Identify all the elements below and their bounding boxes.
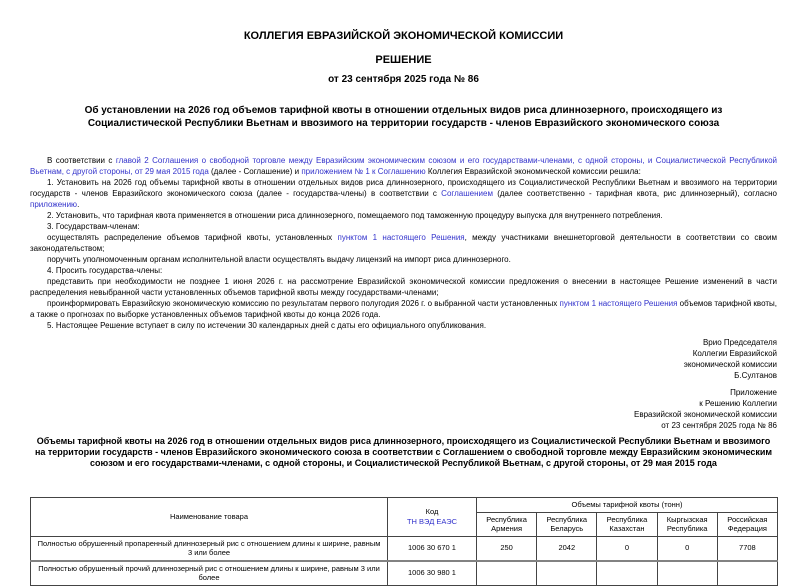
col-header-quota-group: Объемы тарифной квоты (тонн): [477, 498, 778, 513]
body-paragraph: [30, 298, 777, 320]
body-paragraph: [30, 177, 777, 210]
body-paragraph: [30, 265, 777, 276]
body-paragraph: [30, 232, 777, 254]
body-text: объемов тарифной квоты, а также о прогнозах по выборке установленных объемов тарифной квоты до конца 2026 года.: [30, 299, 777, 319]
appendix-ref-line: Приложение: [730, 388, 777, 397]
tnved-eaes-link[interactable]: ТН ВЭД ЕАЭС: [406, 516, 458, 526]
quota-value-cell: [657, 561, 717, 586]
body-text: поручить уполномоченным органам исполнительной власти осуществлять выдачу лицензий на импорт риса длиннозерного.: [47, 255, 511, 264]
body-text: 2. Установить, что тарифная квота применяется в отношении риса длиннозерного, помещаемого под таможенную процедуру выпуска для внутреннего потребления.: [47, 211, 663, 220]
body-text: осуществлять распределение объемов тарифной квоты, установленных: [47, 233, 338, 242]
body-text: 1. Установить на 2026 год объемы тарифной квоты в отношении отдельных видов риса длиннозерного, происходящего из Социалистической Республики Вьетнам и ввозимого на территории государств - членов Евразийского экономического союза (далее - государства-члены) в соответствии с: [30, 178, 777, 198]
appendix-ref-line: к Решению Коллегии: [699, 399, 777, 408]
body-text: проинформировать Евразийскую экономическую комиссию по результатам первого полугодия 2026 г. о выбранной части установленных: [47, 299, 560, 308]
body-text: 4. Просить государства-члены:: [47, 266, 163, 275]
table-row: [31, 536, 778, 561]
col-header-product: Наименование товара: [31, 498, 388, 537]
body-paragraph: [30, 155, 777, 177]
quota-value-cell: 0: [657, 536, 717, 561]
code-header-label: Код: [425, 507, 439, 517]
tnved-code-cell: 1006 30 980 1: [388, 561, 477, 586]
document-link[interactable]: пунктом 1 настоящего Решения: [559, 299, 678, 308]
document-title: Об установлении на 2026 год объемов тарифной квоты в отношении отдельных видов риса длиннозерного, происходящего из Социалистической Республики Вьетнам и ввозимого на территории государств - членов Евразийского экономического союза: [84, 105, 723, 129]
quota-value-cell: 250: [477, 536, 537, 561]
org-name: КОЛЛЕГИЯ ЕВРАЗИЙСКОЙ ЭКОНОМИЧЕСКОЙ КОМИССИИ: [243, 30, 564, 42]
quota-value-cell: 2042: [537, 536, 597, 561]
product-name-cell: Полностью обрушенный пропаренный длиннозерный рис с отношением длины к ширине, равным 3 или более: [31, 536, 388, 561]
quota-value-cell: [537, 561, 597, 586]
appendix-reference: [30, 387, 777, 431]
col-header-country-kazakhstan: Республика Казахстан: [597, 512, 657, 536]
document-link[interactable]: Соглашением: [441, 189, 493, 198]
appendix-ref-line: Евразийской экономической комиссии: [634, 410, 777, 419]
body-paragraph: [30, 221, 777, 232]
body-text: .: [77, 200, 80, 209]
doc-date: от 23 сентября 2025 года № 86: [328, 74, 479, 85]
quota-value-cell: 7708: [717, 536, 777, 561]
body-text: (далее - Соглашение) и: [208, 167, 302, 176]
appendix-ref-line: от 23 сентября 2025 года № 86: [661, 421, 777, 430]
signature-block: [30, 337, 777, 381]
quota-table: [30, 497, 778, 586]
body-paragraph: [30, 254, 777, 265]
body-paragraph: [30, 210, 777, 221]
signature-line: Коллегии Евразийской: [692, 349, 777, 358]
product-name-cell: Полностью обрушенный прочий длиннозерный рис с отношением длины к ширине, равным 3 или более: [31, 561, 388, 586]
table-row: [31, 561, 778, 586]
table-header-row: [31, 498, 778, 513]
quota-value-cell: 0: [597, 536, 657, 561]
body-text: В соответствии с: [47, 156, 116, 165]
body-text: 5. Настоящее Решение вступает в силу по истечении 30 календарных дней с даты его официального опубликования.: [47, 321, 487, 330]
body-text: представить при необходимости не позднее 1 июня 2026 г. на рассмотрение Евразийской экономической комиссии предложения о внесении в настоящее Решение изменений в части распределения невыбранной части установленных объемов тарифной квоты между государствами-членами;: [30, 277, 777, 297]
body-text: 3. Государствам-членам:: [47, 222, 140, 231]
tnved-code-cell: 1006 30 670 1: [388, 536, 477, 561]
body-paragraph: [30, 320, 777, 331]
body-text: Коллегия Евразийской экономической комиссии решила:: [425, 167, 641, 176]
col-header-code: [388, 498, 477, 537]
appendix-title: Объемы тарифной квоты на 2026 год в отношении отдельных видов риса длиннозерного, происходящего из Социалистической Республики Вьетнам и ввозимого на территории государств - членов Евразийского экономического союза в соответствии с Соглашением о свободной торговле между Евразийским экономическим союзом и его государствами-членами, с одной стороны, и Социалистической Республикой Вьетнам, с другой стороны, от 29 мая 2015 года: [34, 436, 773, 468]
document-link[interactable]: приложению: [30, 200, 78, 209]
quota-value-cell: [477, 561, 537, 586]
quota-value-cell: [717, 561, 777, 586]
decision-body: [30, 155, 777, 331]
col-header-country-belarus: Республика Беларусь: [537, 512, 597, 536]
col-header-country-kyrgyzstan: Кыргызская Республика: [657, 512, 717, 536]
quota-value-cell: [597, 561, 657, 586]
signature-line: экономической комиссии: [683, 360, 777, 369]
doc-type: РЕШЕНИЕ: [375, 54, 432, 66]
document-link[interactable]: главой 2 Соглашения о свободной торговле между Евразийским экономическим союзом и его государствами-членами, с одной стороны, и Социалистической Республикой Вьетнам, с другой стороны, от 29 мая 2015 года: [30, 156, 778, 176]
signature-line: Б.Султанов: [734, 371, 777, 380]
col-header-country-armenia: Республика Армения: [477, 512, 537, 536]
body-text: , между участниками внешнеторговой деятельности в соответствии со своим законодательством;: [30, 233, 778, 253]
body-text: (далее соответственно - тарифная квота, рис длиннозерный), согласно: [492, 189, 777, 198]
col-header-country-russia: Российская Федерация: [717, 512, 777, 536]
document-link[interactable]: пунктом 1 настоящего Решения: [337, 233, 465, 242]
signature-line: Врио Председателя: [702, 338, 777, 347]
document-link[interactable]: приложением № 1 к Соглашению: [301, 167, 426, 176]
body-paragraph: [30, 276, 777, 298]
